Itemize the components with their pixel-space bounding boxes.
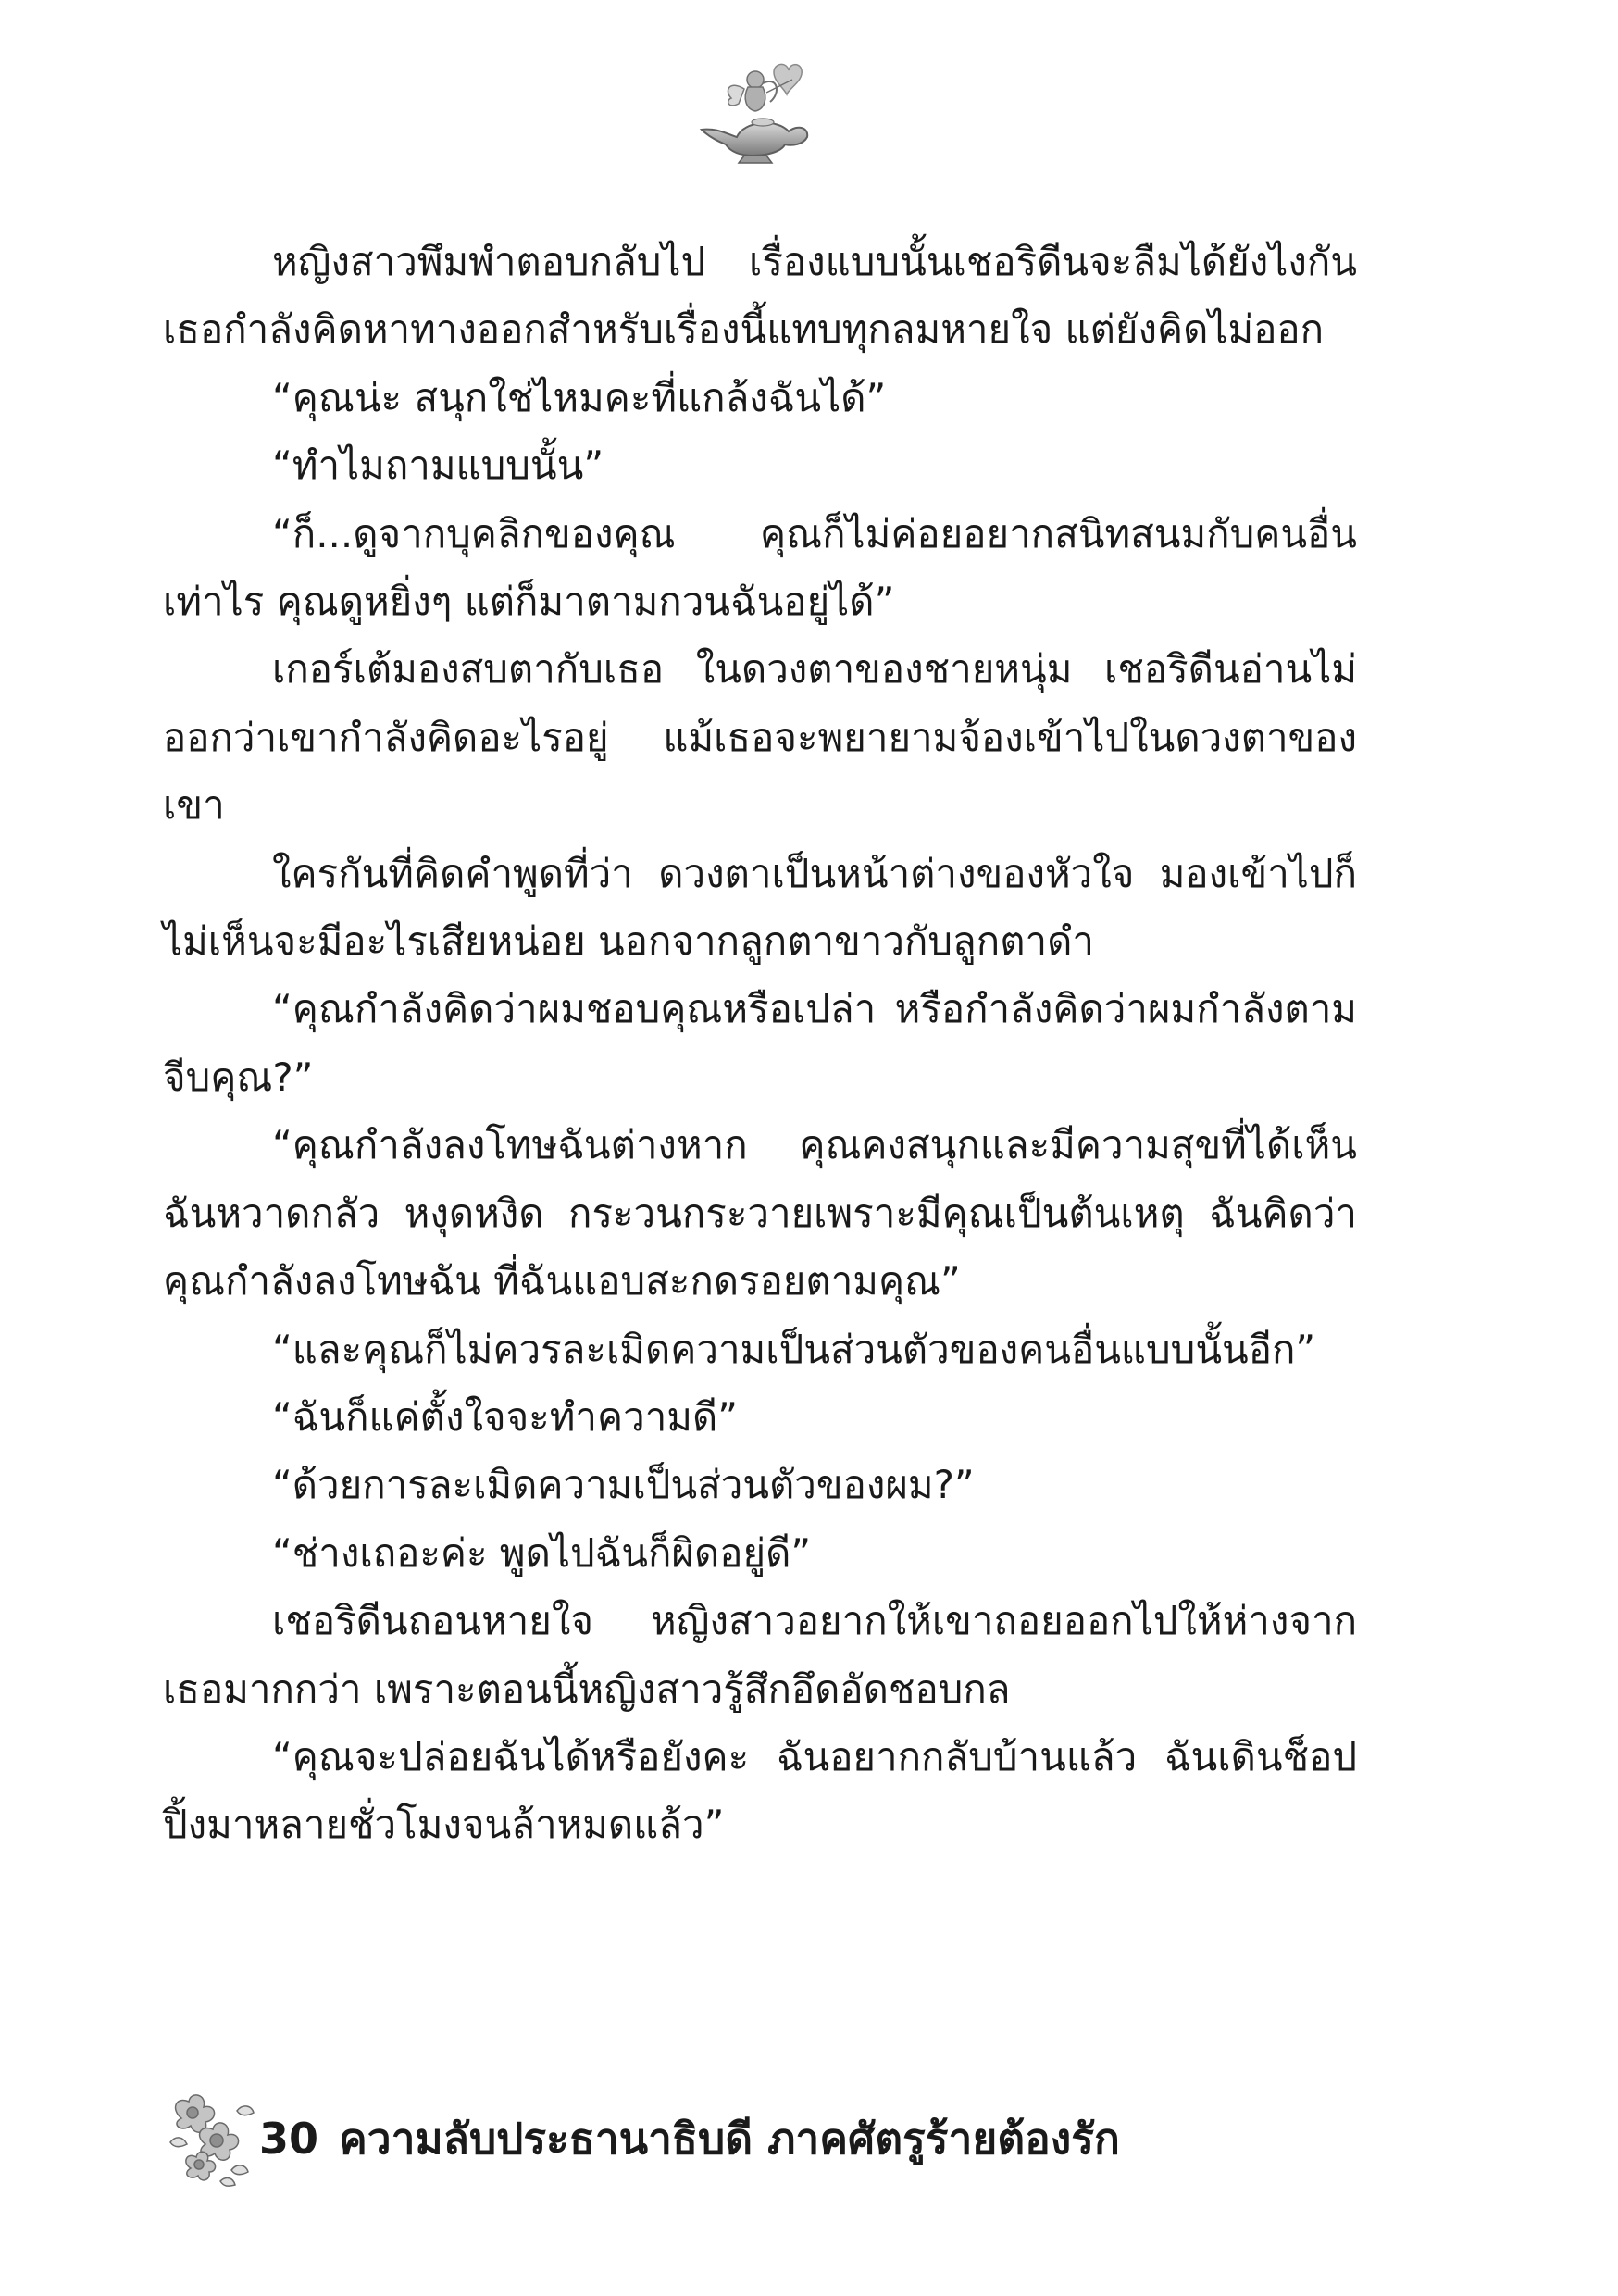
paragraph: หญิงสาวพึมพำตอบกลับไป เรื่องแบบนั้นเชอริดีนจะลืมได้ยังไงกัน เธอกำลังคิดหาทางออกสำหรับเรื่องนี้แทบทุกลมหายใจ แต่ยังคิดไม่ออก — [163, 239, 1357, 353]
book-title: ความลับประธานาธิบดี ภาคศัตรูร้ายต้องรัก — [339, 2114, 1120, 2164]
paragraph: “และคุณก็ไม่ควรละเมิดความเป็นส่วนตัวของคนอื่นแบบนั้นอีก” — [272, 1326, 1316, 1372]
paragraph: “ทำไมถามแบบนั้น” — [272, 443, 604, 489]
paragraph: ใครกันที่คิดคำพูดที่ว่า ดวงตาเป็นหน้าต่างของหัวใจ มองเข้าไปก็ไม่เห็นจะมีอะไรเสียหน่อย นอกจากลูกตาขาวกับลูกตาดำ — [163, 850, 1357, 965]
paragraph: “ด้วยการละเมิดความเป็นส่วนตัวของผม?” — [272, 1462, 975, 1508]
paragraph: “คุณจะปล่อยฉันได้หรือยังคะ ฉันอยากกลับบ้านแล้ว ฉันเดินช็อปปิ้งมาหลายชั่วโมงจนล้าหมดแล้ว” — [163, 1733, 1357, 1848]
paragraph: “ฉันก็แค่ตั้งใจจะทำความดี” — [272, 1393, 738, 1440]
paragraph: เกอร์เต้มองสบตากับเธอ ในดวงตาของชายหนุ่ม เชอริดีนอ่านไม่ออกว่าเขากำลังคิดอะไรอยู่ แม้เธอจะพยายามจ้องเข้าไปในดวงตาของเขา — [163, 646, 1357, 829]
paragraph: “ก็...ดูจากบุคลิกของคุณ คุณก็ไม่ค่อยอยากสนิทสนมกับคนอื่นเท่าไร คุณดูหยิ่งๆ แต่ก็มาตามกวนฉันอยู่ได้” — [163, 510, 1357, 625]
paragraph: “คุณกำลังลงโทษฉันต่างหาก คุณคงสนุกและมีความสุขที่ได้เห็นฉันหวาดกลัว หงุดหงิด กระวนกระวายเพราะมีคุณเป็นต้นเหตุ ฉันคิดว่าคุณกำลังลงโทษฉัน ที่ฉันแอบสะกดรอยตามคุณ” — [163, 1122, 1357, 1304]
paragraph: เชอริดีนถอนหายใจ หญิงสาวอยากให้เขาถอยออกไปให้ห่างจากเธอมากกว่า เพราะตอนนี้หญิงสาวรู้สึกอึดอัดชอบกล — [163, 1598, 1357, 1712]
cupid-lamp-icon — [689, 56, 818, 167]
page-footer — [163, 2090, 1366, 2202]
body-text — [163, 228, 1357, 1859]
paragraph: “คุณกำลังคิดว่าผมชอบคุณหรือเปล่า หรือกำลังคิดว่าผมกำลังตามจีบคุณ?” — [163, 986, 1357, 1100]
paragraph: “ช่างเถอะค่ะ พูดไปฉันก็ผิดอยู่ดี” — [272, 1529, 812, 1576]
rose-ornament-icon — [163, 2090, 265, 2192]
paragraph: “คุณน่ะ สนุกใช่ไหมคะที่แกล้งฉันได้” — [272, 374, 887, 420]
page-number: 30 — [259, 2114, 319, 2164]
